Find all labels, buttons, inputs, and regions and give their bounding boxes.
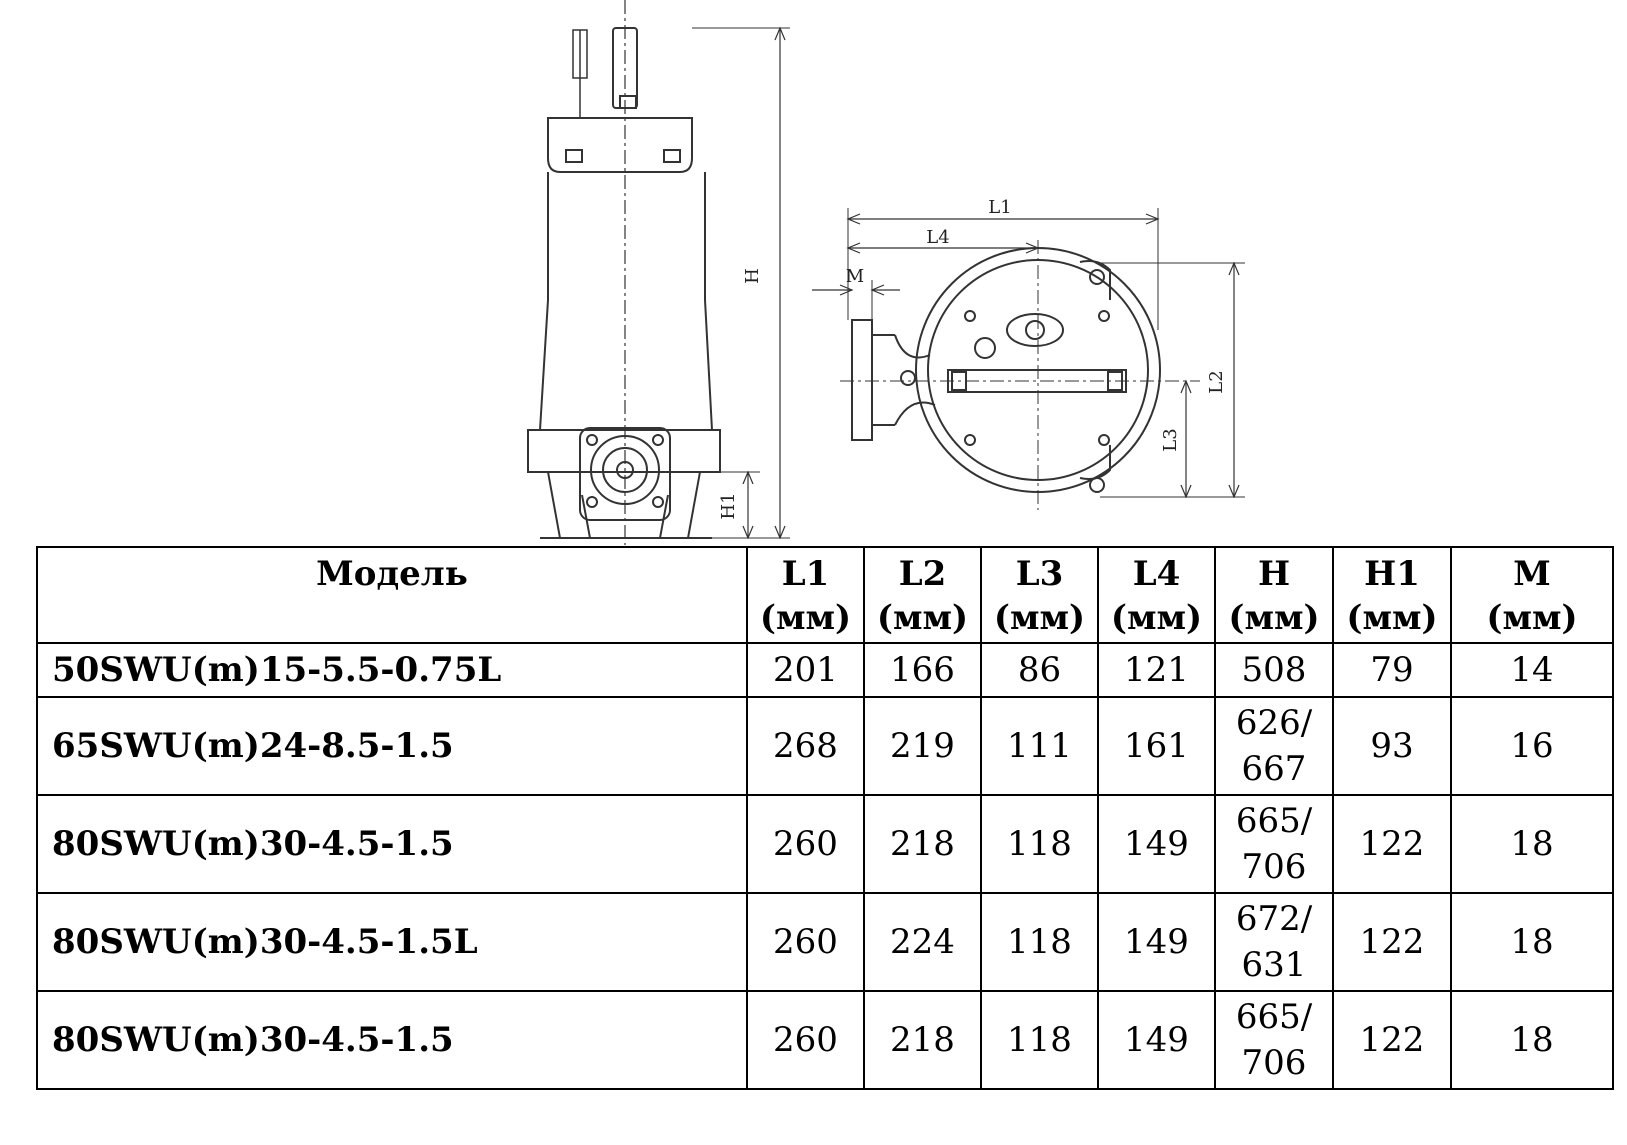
dim-label-M: M <box>845 266 865 287</box>
cell-L4: 149 <box>1098 893 1215 991</box>
dim-label-H1: H1 <box>718 492 739 520</box>
header-unit: (мм) <box>1486 598 1578 638</box>
cell-L1: 260 <box>747 795 864 893</box>
cell-model: 80SWU(m)30-4.5-1.5 <box>37 991 747 1089</box>
cell-L4: 149 <box>1098 991 1215 1089</box>
header-L1 <box>747 547 864 643</box>
dim-label-L2: L2 <box>1206 370 1227 394</box>
cell-L2: 224 <box>864 893 981 991</box>
cell-H-line1: 665/ <box>1235 801 1313 841</box>
cell-H <box>1215 991 1333 1089</box>
cell-H-line2: 667 <box>1241 749 1307 789</box>
cell-L1: 268 <box>747 697 864 795</box>
cell-L3: 118 <box>981 893 1098 991</box>
header-model <box>37 547 747 643</box>
cell-M: 16 <box>1451 697 1613 795</box>
cell-L2: 166 <box>864 643 981 697</box>
cell-L2: 218 <box>864 991 981 1089</box>
cell-L1: 260 <box>747 893 864 991</box>
header-L2 <box>864 547 981 643</box>
cell-H <box>1215 893 1333 991</box>
header-unit: (мм) <box>1228 598 1320 638</box>
header-H1 <box>1333 547 1451 643</box>
cell-model: 80SWU(m)30-4.5-1.5 <box>37 795 747 893</box>
cell-model: 80SWU(m)30-4.5-1.5L <box>37 893 747 991</box>
cell-L4: 149 <box>1098 795 1215 893</box>
header-unit: (мм) <box>1110 598 1203 638</box>
table-row <box>37 991 1613 1089</box>
header-model-label: Модель <box>316 554 468 594</box>
header-label: L2 <box>898 554 947 594</box>
cell-H <box>1215 795 1333 893</box>
cell-L3: 118 <box>981 795 1098 893</box>
cell-L2: 219 <box>864 697 981 795</box>
table-header-row <box>37 547 1613 643</box>
header-M <box>1451 547 1613 643</box>
header-label: H1 <box>1364 554 1420 594</box>
dim-label-H: H <box>742 268 763 284</box>
header-H <box>1215 547 1333 643</box>
cell-H-line2: 631 <box>1241 945 1307 985</box>
table-row <box>37 643 1613 697</box>
header-label: L1 <box>781 554 830 594</box>
cell-H <box>1215 643 1333 697</box>
table-row <box>37 795 1613 893</box>
cell-H-line1: 508 <box>1241 650 1307 690</box>
header-L3 <box>981 547 1098 643</box>
pump-dimension-drawing <box>0 0 1627 545</box>
cell-M: 18 <box>1451 795 1613 893</box>
pump-top-view <box>812 208 1245 510</box>
table-row <box>37 697 1613 795</box>
cell-L3: 111 <box>981 697 1098 795</box>
cell-H-line1: 672/ <box>1235 899 1313 939</box>
cell-H-line2: 706 <box>1241 847 1307 887</box>
header-unit: (мм) <box>876 598 969 638</box>
table-row <box>37 893 1613 991</box>
header-label: M <box>1513 554 1551 594</box>
cell-H1: 93 <box>1333 697 1451 795</box>
header-label: H <box>1257 554 1291 594</box>
dim-label-L3: L3 <box>1160 428 1181 452</box>
dim-label-L1: L1 <box>988 197 1012 218</box>
cell-H-line1: 665/ <box>1235 997 1313 1037</box>
header-label: L4 <box>1132 554 1181 594</box>
cell-M: 14 <box>1451 643 1613 697</box>
cell-H1: 122 <box>1333 991 1451 1089</box>
cell-model: 50SWU(m)15-5.5-0.75L <box>37 643 747 697</box>
cell-L3: 118 <box>981 991 1098 1089</box>
header-unit: (мм) <box>1346 598 1438 638</box>
cell-M: 18 <box>1451 893 1613 991</box>
dimensions-table <box>36 546 1614 1090</box>
cell-L1: 201 <box>747 643 864 697</box>
dim-label-L4: L4 <box>926 227 950 248</box>
cell-H1: 122 <box>1333 893 1451 991</box>
cell-L2: 218 <box>864 795 981 893</box>
cell-H1: 122 <box>1333 795 1451 893</box>
header-label: L3 <box>1015 554 1064 594</box>
cell-M: 18 <box>1451 991 1613 1089</box>
cell-H <box>1215 697 1333 795</box>
header-unit: (мм) <box>759 598 852 638</box>
cell-L3: 86 <box>981 643 1098 697</box>
cell-L1: 260 <box>747 991 864 1089</box>
cell-H-line1: 626/ <box>1235 703 1313 743</box>
cell-L4: 121 <box>1098 643 1215 697</box>
cell-L4: 161 <box>1098 697 1215 795</box>
cell-model: 65SWU(m)24-8.5-1.5 <box>37 697 747 795</box>
header-L4 <box>1098 547 1215 643</box>
header-unit: (мм) <box>993 598 1086 638</box>
cell-H1: 79 <box>1333 643 1451 697</box>
cell-H-line2: 706 <box>1241 1043 1307 1083</box>
